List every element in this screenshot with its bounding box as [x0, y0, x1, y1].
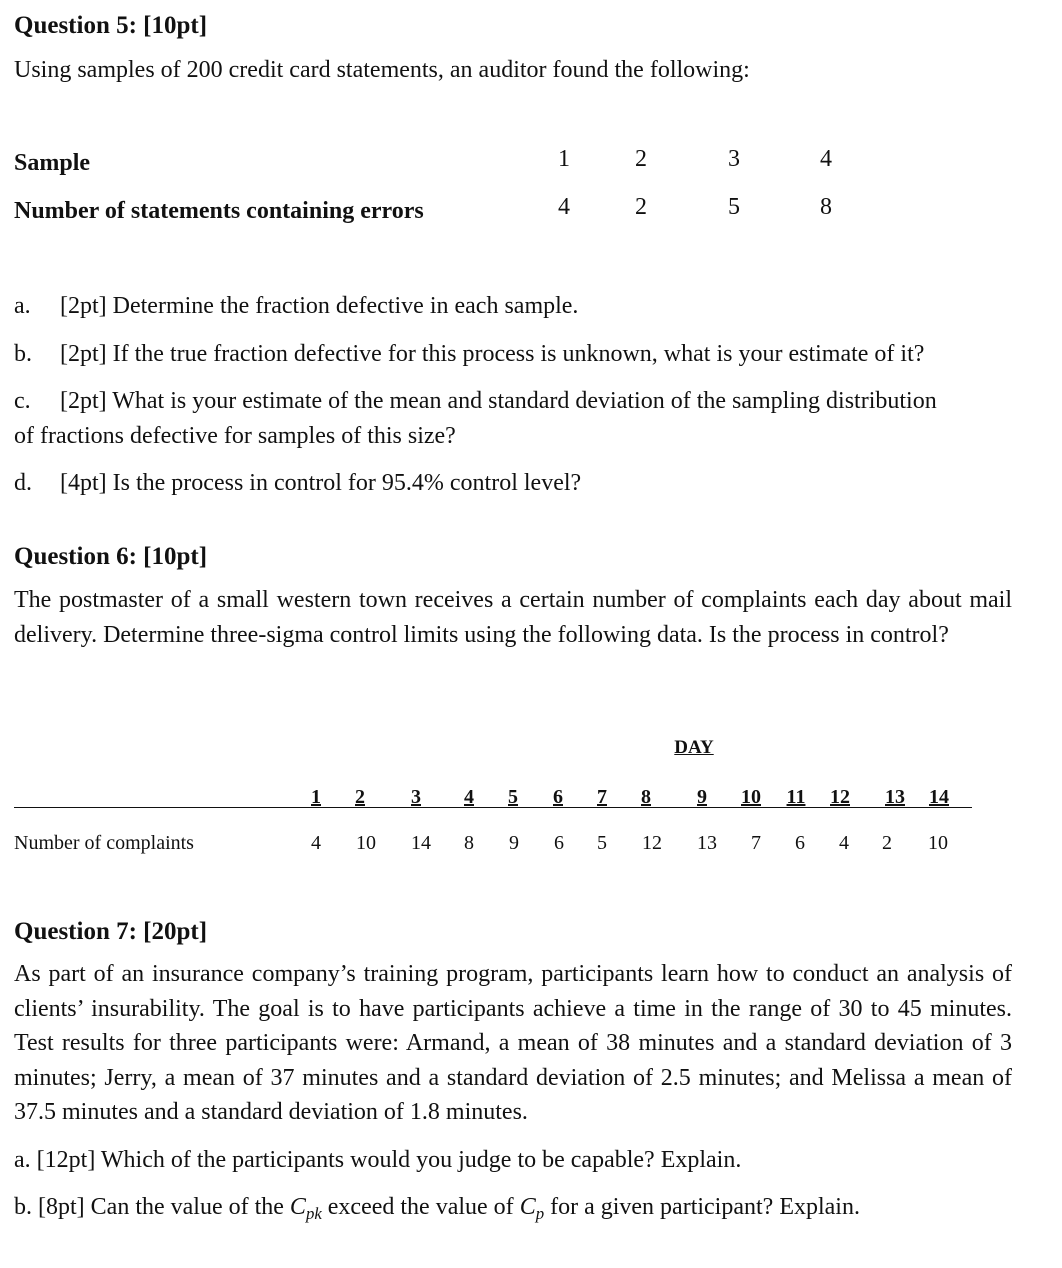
q5-heading: Question 5: [10pt]: [14, 12, 208, 39]
q7-part-a: a. [12pt] Which of the participants would you judge to be capable? Explain.: [14, 1147, 742, 1173]
q6-day-cell: 2: [355, 786, 365, 808]
q7-heading: Question 7: [20pt]: [14, 918, 208, 945]
q6-day-cell: 3: [411, 786, 421, 808]
q7-part-b: [14, 1190, 860, 1232]
q6-day-cell: 12: [830, 786, 850, 808]
q6-day-cell: 7: [597, 786, 607, 808]
q5-sample-cell: 1: [558, 146, 570, 172]
q6-complaint-cell: 2: [882, 832, 892, 854]
q7-intro: As part of an insurance company’s training program, participants learn how to conduct an analysis of clients’ insurability. The goal is to have participants achieve a time in the range of 30 to 45 minutes. Test results for three participants were: Armand, a mean of 38 minutes and a standard deviation of 3 minutes; Jerry, a mean of 37 minutes and a standard deviation of 2.5 minutes; and Melissa a mean of 37.5 minutes and a standard deviation of 1.8 minutes.: [14, 961, 1012, 1125]
q5-errors-cell: 8: [820, 194, 832, 220]
q5-part-d: [14, 466, 581, 501]
q6-complaint-cell: 6: [795, 832, 805, 854]
q5-part-d-text: [4pt] Is the process in control for 95.4% control level?: [60, 470, 582, 496]
q5-part-b: [14, 337, 924, 372]
q5-sample-cell: 4: [820, 146, 832, 172]
q5-part-c-letter: c.: [14, 388, 31, 414]
q7-part-b-post: for a given participant? Explain.: [544, 1194, 860, 1220]
q6-table-rule: [14, 807, 972, 808]
q5-sample-cell: 3: [728, 146, 740, 172]
q5-part-b-letter: b.: [14, 341, 32, 367]
q6-complaint-cell: 6: [554, 832, 564, 854]
q7-part-b-mid: exceed the value of: [321, 1194, 520, 1220]
cpk-symbol: $C_{pk}$: [289, 1194, 322, 1223]
q5-errors-label: Number of statements containing errors: [14, 198, 424, 224]
q6-complaints-label: Number of complaints: [14, 832, 194, 854]
q6-day-cell: 9: [697, 786, 707, 808]
q5-part-d-letter: d.: [14, 470, 32, 496]
q5-part-a-text: [2pt] Determine the fraction defective in each sample.: [60, 293, 579, 319]
q6-day-header: DAY: [674, 737, 714, 758]
q5-part-c-text: [2pt] What is your estimate of the mean and standard deviation of the sampling distribution: [60, 388, 937, 414]
q6-complaint-cell: 8: [464, 832, 474, 854]
cp-symbol: $C_p$: [519, 1194, 545, 1223]
q7-part-b-pre: b. [8pt] Can the value of the: [14, 1194, 290, 1220]
q5-errors-cell: 5: [728, 194, 740, 220]
q6-intro: The postmaster of a small western town receives a certain number of complaints each day about mail delivery. Determine three-sigma control limits using the following data. Is the process in control?: [14, 587, 1012, 648]
q6-day-cell: 5: [508, 786, 518, 808]
q6-complaint-cell: 10: [356, 832, 376, 854]
q6-complaint-cell: 5: [597, 832, 607, 854]
q6-complaint-cell: 9: [509, 832, 519, 854]
q5-intro: Using samples of 200 credit card statements, an auditor found the following:: [14, 57, 750, 83]
q5-part-b-text: [2pt] If the true fraction defective for this process is unknown, what is your estimate of it?: [60, 341, 925, 367]
q6-heading: Question 6: [10pt]: [14, 543, 208, 570]
q6-day-cell: 14: [929, 786, 949, 808]
q6-complaint-cell: 7: [751, 832, 761, 854]
q6-day-cell: 10: [741, 786, 761, 808]
q5-errors-cell: 4: [558, 194, 570, 220]
q5-part-c: [14, 384, 937, 419]
q5-errors-cell: 2: [635, 194, 647, 220]
q6-complaint-cell: 10: [928, 832, 948, 854]
q6-day-cell: 6: [553, 786, 563, 808]
q5-sample-cell: 2: [635, 146, 647, 172]
q6-day-cell: 1: [311, 786, 321, 808]
q6-day-cell: 13: [885, 786, 905, 808]
q6-complaint-cell: 4: [311, 832, 321, 854]
q5-part-c-cont: of fractions defective for samples of this size?: [14, 423, 456, 449]
q6-complaint-cell: 4: [839, 832, 849, 854]
q6-day-cell: 11: [786, 786, 806, 808]
q6-complaint-cell: 14: [411, 832, 431, 854]
q6-complaint-cell: 12: [642, 832, 662, 854]
q6-complaint-cell: 13: [697, 832, 717, 854]
q5-sample-label: Sample: [14, 150, 91, 176]
q6-day-cell: 4: [464, 786, 474, 808]
q5-part-a-letter: a.: [14, 293, 31, 319]
q6-day-cell: 8: [641, 786, 651, 808]
q5-part-a: [14, 289, 578, 324]
